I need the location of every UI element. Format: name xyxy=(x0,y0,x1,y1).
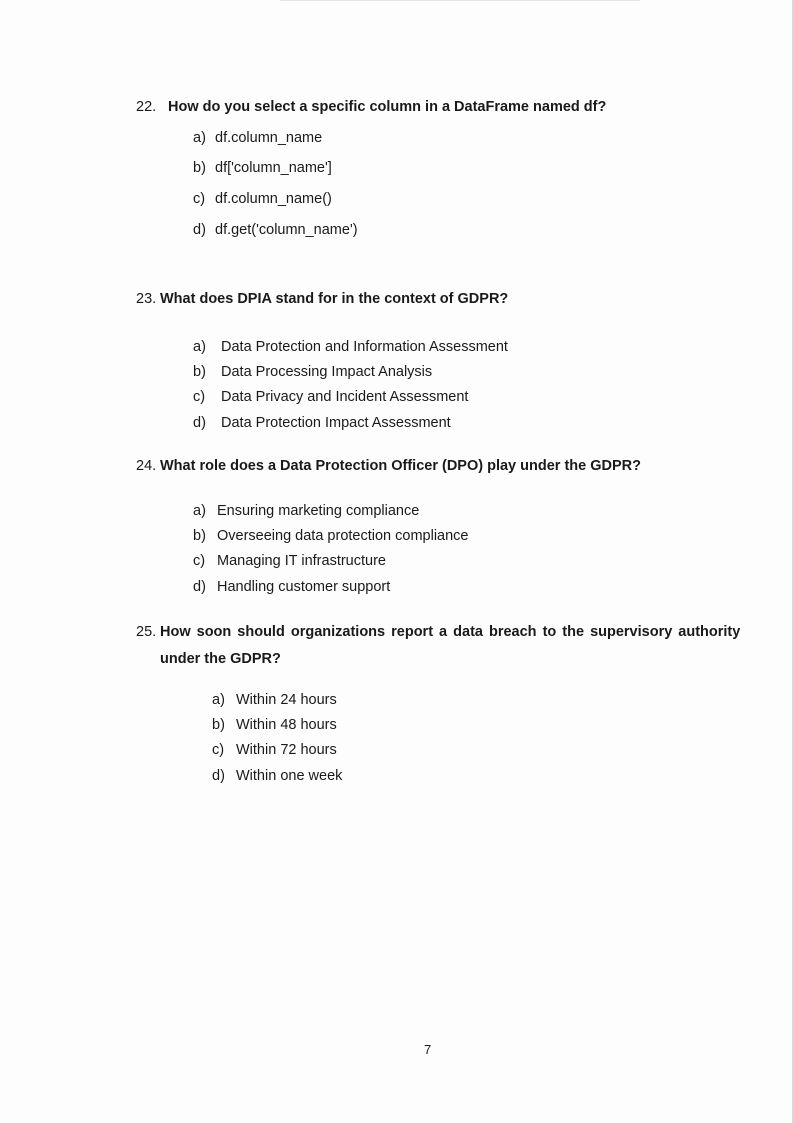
option-text: Overseeing data protection compliance xyxy=(217,528,469,544)
option-letter: a) xyxy=(193,130,206,146)
option-text: Data Processing Impact Analysis xyxy=(221,364,433,380)
option-letter: d) xyxy=(193,579,206,595)
option-text: Data Privacy and Incident Assessment xyxy=(221,389,469,405)
option-text: Managing IT infrastructure xyxy=(217,553,386,569)
option-letter: d) xyxy=(212,768,225,784)
option-letter: b) xyxy=(193,528,206,544)
option-text: Within one week xyxy=(236,768,343,784)
question-number: 22. xyxy=(136,99,157,115)
option-letter: a) xyxy=(212,692,225,708)
option-letter: b) xyxy=(193,160,206,176)
scan-top-line xyxy=(280,0,640,1)
question-text-line2: under the GDPR? xyxy=(160,651,281,667)
option-text: df.column_name() xyxy=(215,191,332,207)
question-text: How do you select a specific column in a DataFrame named df? xyxy=(168,99,607,115)
option-letter: a) xyxy=(193,339,206,355)
option-text: Within 72 hours xyxy=(236,742,337,758)
question-text: What role does a Data Protection Officer (DPO) play under the GDPR? xyxy=(160,458,641,474)
option-text: df['column_name'] xyxy=(215,160,332,176)
option-text: Data Protection and Information Assessment xyxy=(221,339,508,355)
question-number: 23. xyxy=(136,291,157,307)
option-letter: c) xyxy=(193,389,206,405)
option-letter: b) xyxy=(212,717,225,733)
question-text: How soon should organizations report a data breach to the supervisory authority xyxy=(160,624,741,640)
question-number: 25. xyxy=(136,624,157,640)
option-text: df.get('column_name') xyxy=(215,222,358,238)
option-text: df.column_name xyxy=(215,130,323,146)
option-letter: d) xyxy=(193,222,206,238)
option-text: Handling customer support xyxy=(217,579,391,595)
option-letter: c) xyxy=(193,553,206,569)
page-number: 7 xyxy=(424,1042,432,1057)
question-number: 24. xyxy=(136,458,157,474)
question-text: What does DPIA stand for in the context of GDPR? xyxy=(160,291,509,307)
option-text: Within 24 hours xyxy=(236,692,337,708)
option-letter: b) xyxy=(193,364,206,380)
option-text: Within 48 hours xyxy=(236,717,337,733)
option-letter: d) xyxy=(193,415,206,431)
option-letter: a) xyxy=(193,503,206,519)
option-text: Data Protection Impact Assessment xyxy=(221,415,451,431)
option-letter: c) xyxy=(193,191,206,207)
option-text: Ensuring marketing compliance xyxy=(217,503,420,519)
option-letter: c) xyxy=(212,742,225,758)
